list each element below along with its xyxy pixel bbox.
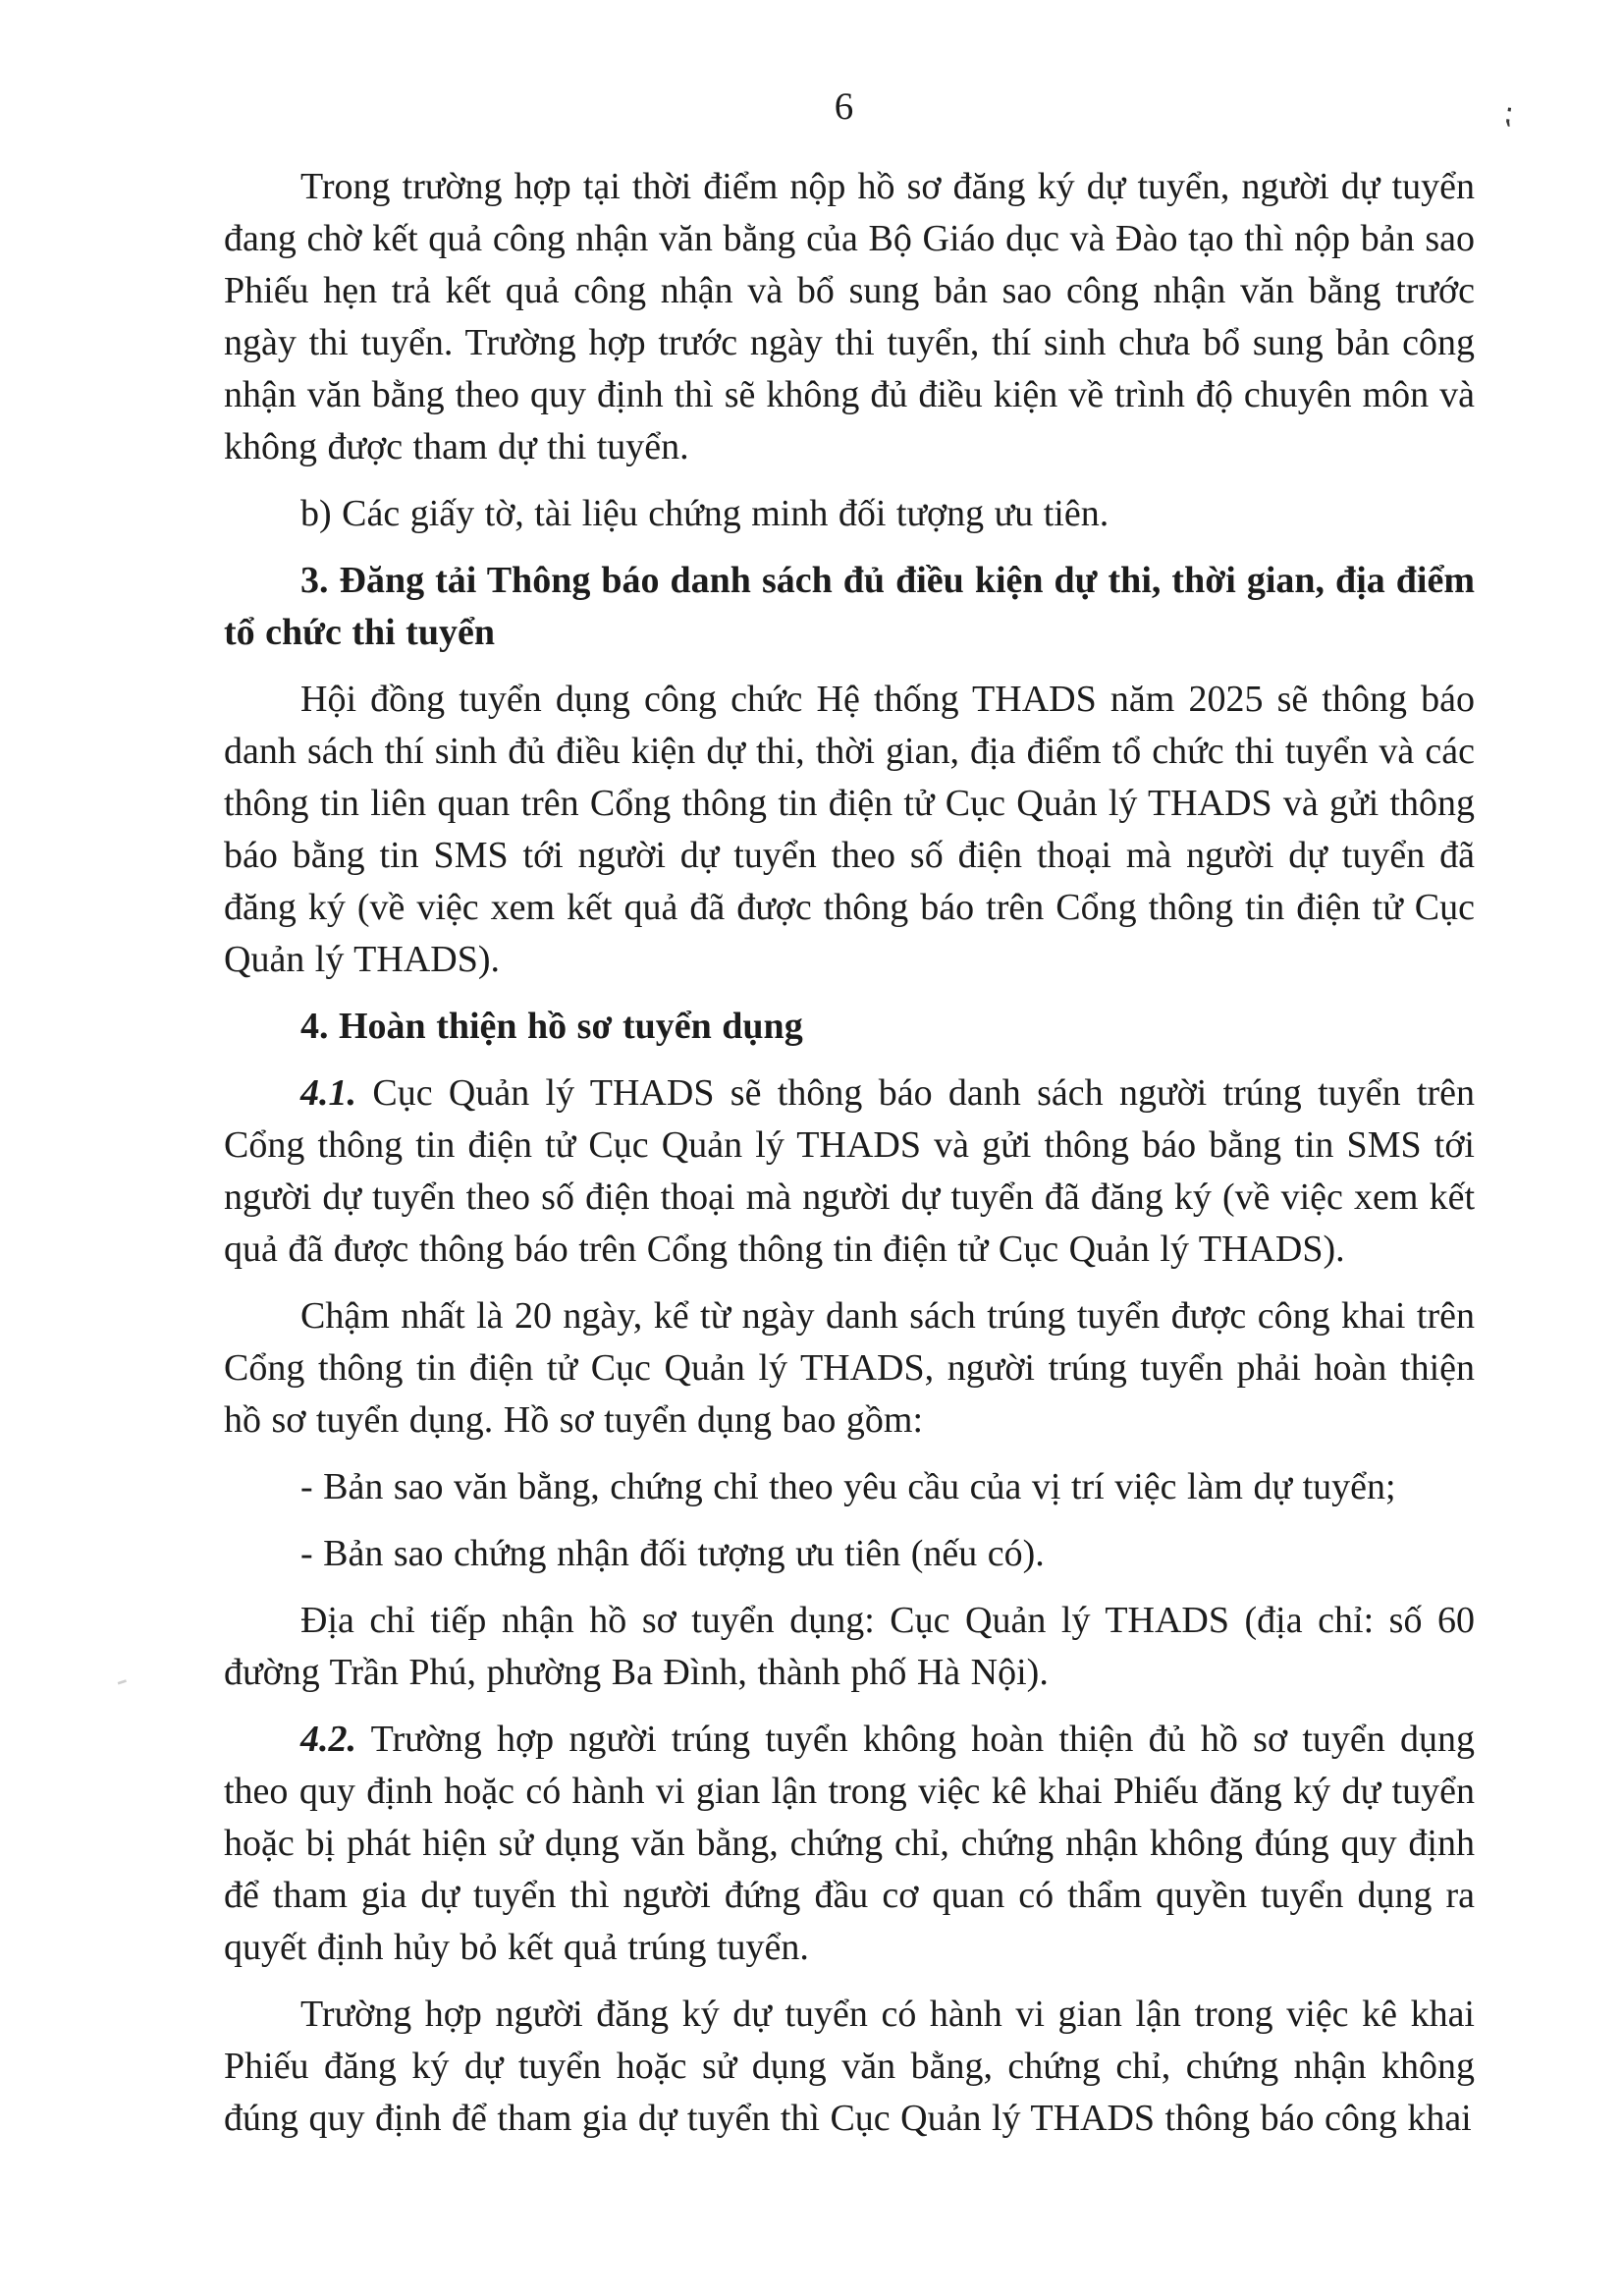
paragraph-text: Cục Quản lý THADS sẽ thông báo danh sách người trúng tuyển trên Cổng thông tin điện tử Cục Quản lý THADS và gửi thông báo bằng tin SMS tới người dự tuyển theo số điện thoại mà người dự tuyển đã đăng ký (về việc xem kết quả đã được thông báo trên Cổng thông tin điện tử Cục Quản lý THADS). <box>224 1072 1475 1270</box>
paragraph-text: b) Các giấy tờ, tài liệu chứng minh đối tượng ưu tiên. <box>300 493 1109 534</box>
paragraph-text: Địa chỉ tiếp nhận hồ sơ tuyển dụng: Cục Quản lý THADS (địa chỉ: số 60 đường Trần Phú, phường Ba Đình, thành phố Hà Nội). <box>224 1600 1475 1693</box>
paragraph-text: Hội đồng tuyển dụng công chức Hệ thống THADS năm 2025 sẽ thông báo danh sách thí sinh đủ điều kiện dự thi, thời gian, địa điểm tổ chức thi tuyển và các thông tin liên quan trên Cổng thông tin điện tử Cục Quản lý THADS và gửi thông báo bằng tin SMS tới người dự tuyển theo số điện thoại mà người dự tuyển đã đăng ký (về việc xem kết quả đã được thông báo trên Cổng thông tin điện tử Cục Quản lý THADS). <box>224 679 1475 980</box>
clause-number-4-1: 4.1. <box>300 1072 356 1114</box>
heading-text: 4. Hoàn thiện hồ sơ tuyển dụng <box>300 1006 803 1047</box>
paragraph-4-1 <box>224 1067 1475 1276</box>
paragraph-degree-recognition <box>224 161 1475 473</box>
paragraph-text: Trường hợp người trúng tuyển không hoàn thiện đủ hồ sơ tuyển dụng theo quy định hoặc có hành vi gian lận trong việc kê khai Phiếu đăng ký dự tuyển hoặc bị phát hiện sử dụng văn bằng, chứng chỉ, chứng nhận không đúng quy định để tham gia dự tuyển thì người đứng đầu cơ quan có thẩm quyền tuyển dụng ra quyết định hủy bỏ kết quả trúng tuyển. <box>224 1719 1475 1968</box>
scan-artifact-top-right: ⁏ <box>1500 96 1516 131</box>
paragraph-deadline-20-days <box>224 1290 1475 1447</box>
list-item-priority-certificate <box>224 1528 1475 1580</box>
paragraph-exam-announcement <box>224 674 1475 986</box>
paragraph-text: - Bản sao văn bằng, chứng chỉ theo yêu cầu của vị trí việc làm dự tuyển; <box>300 1466 1396 1507</box>
paragraph-text: Chậm nhất là 20 ngày, kể từ ngày danh sách trúng tuyển được công khai trên Cổng thông tin điện tử Cục Quản lý THADS, người trúng tuyển phải hoàn thiện hồ sơ tuyển dụng. Hồ sơ tuyển dụng bao gồm: <box>224 1295 1475 1441</box>
page-number: 6 <box>834 85 855 128</box>
clause-number-4-2: 4.2. <box>300 1719 356 1760</box>
heading-section-4 <box>224 1001 1475 1053</box>
paragraph-submission-address <box>224 1595 1475 1699</box>
heading-text: 3. Đăng tải Thông báo danh sách đủ điều kiện dự thi, thời gian, địa điểm tổ chức thi tuyển <box>224 560 1475 653</box>
scan-artifact-left-margin: ‐ <box>110 1661 133 1699</box>
paragraph-item-b <box>224 488 1475 540</box>
list-item-copy-of-degrees <box>224 1461 1475 1513</box>
paragraph-text: Trường hợp người đăng ký dự tuyển có hành vi gian lận trong việc kê khai Phiếu đăng ký dự tuyển hoặc sử dụng văn bằng, chứng chỉ, chứng nhận không đúng quy định để tham gia dự tuyển thì Cục Quản lý THADS thông báo công khai <box>224 1994 1475 2139</box>
paragraph-text: - Bản sao chứng nhận đối tượng ưu tiên (nếu có). <box>300 1533 1045 1574</box>
paragraph-fraud-case <box>224 1989 1475 2145</box>
heading-section-3 <box>224 555 1475 659</box>
paragraph-text: Trong trường hợp tại thời điểm nộp hồ sơ đăng ký dự tuyển, người dự tuyển đang chờ kết quả công nhận văn bằng của Bộ Giáo dục và Đào tạo thì nộp bản sao Phiếu hẹn trả kết quả công nhận và bổ sung bản sao công nhận văn bằng trước ngày thi tuyển. Trường hợp trước ngày thi tuyển, thí sinh chưa bổ sung bản công nhận văn bằng theo quy định thì sẽ không đủ điều kiện về trình độ chuyên môn và không được tham dự thi tuyển. <box>224 166 1475 467</box>
document-body <box>224 161 1475 2159</box>
paragraph-4-2 <box>224 1714 1475 1974</box>
